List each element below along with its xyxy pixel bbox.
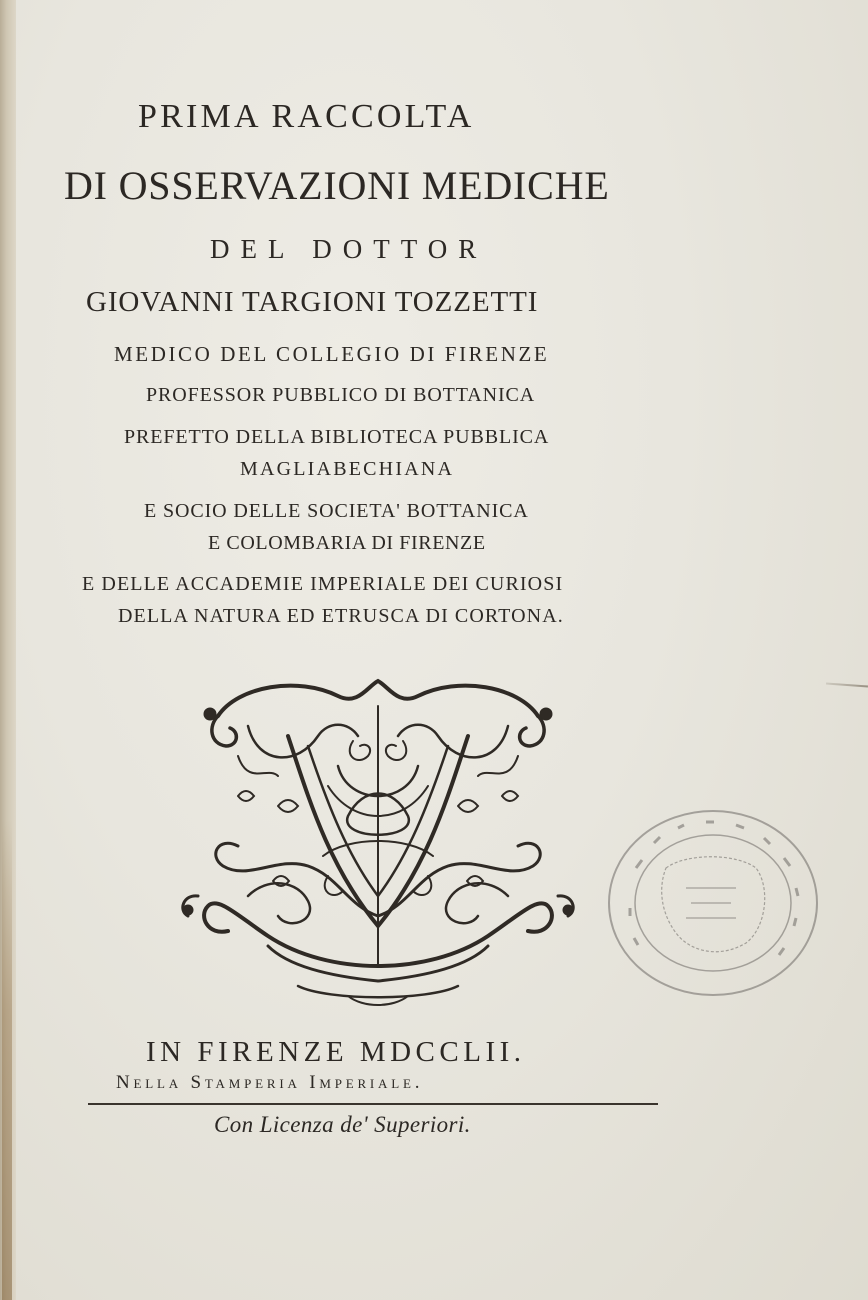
author-title-2: PROFESSOR PUBBLICO DI BOTTANICA — [146, 384, 536, 406]
author-title-7: E DELLE ACCADEMIE IMPERIALE DEI CURIOSI — [82, 573, 564, 595]
imprint-place-date: IN FIRENZE MDCCLII. — [146, 1036, 526, 1068]
binding-edge — [0, 0, 16, 1300]
author-title-5: E SOCIO DELLE SOCIETA' BOTTANICA — [144, 500, 529, 522]
paper-crease — [826, 683, 868, 688]
author-title-1: MEDICO DEL COLLEGIO DI FIRENZE — [114, 342, 550, 366]
author-name: GIOVANNI TARGIONI TOZZETTI — [86, 286, 539, 318]
author-title-4: MAGLIABECHIANA — [240, 458, 455, 480]
title-line-1: PRIMA RACCOLTA — [138, 98, 475, 135]
imprint-rule — [88, 1103, 658, 1105]
monogram-ornament-icon — [178, 666, 578, 1012]
imprint-printer: Nella Stamperia Imperiale. — [116, 1072, 424, 1093]
author-title-6: E COLOMBARIA DI FIRENZE — [208, 532, 486, 554]
imprint-license: Con Licenza de' Superiori. — [214, 1112, 471, 1137]
author-title-3: PREFETTO DELLA BIBLIOTECA PUBBLICA — [124, 426, 550, 448]
author-title-8: DELLA NATURA ED ETRUSCA DI CORTONA. — [118, 605, 564, 627]
title-line-2: DI OSSERVAZIONI MEDICHE — [64, 163, 610, 208]
library-stamp-icon — [606, 808, 820, 998]
author-prefix: DEL DOTTOR — [210, 234, 488, 264]
